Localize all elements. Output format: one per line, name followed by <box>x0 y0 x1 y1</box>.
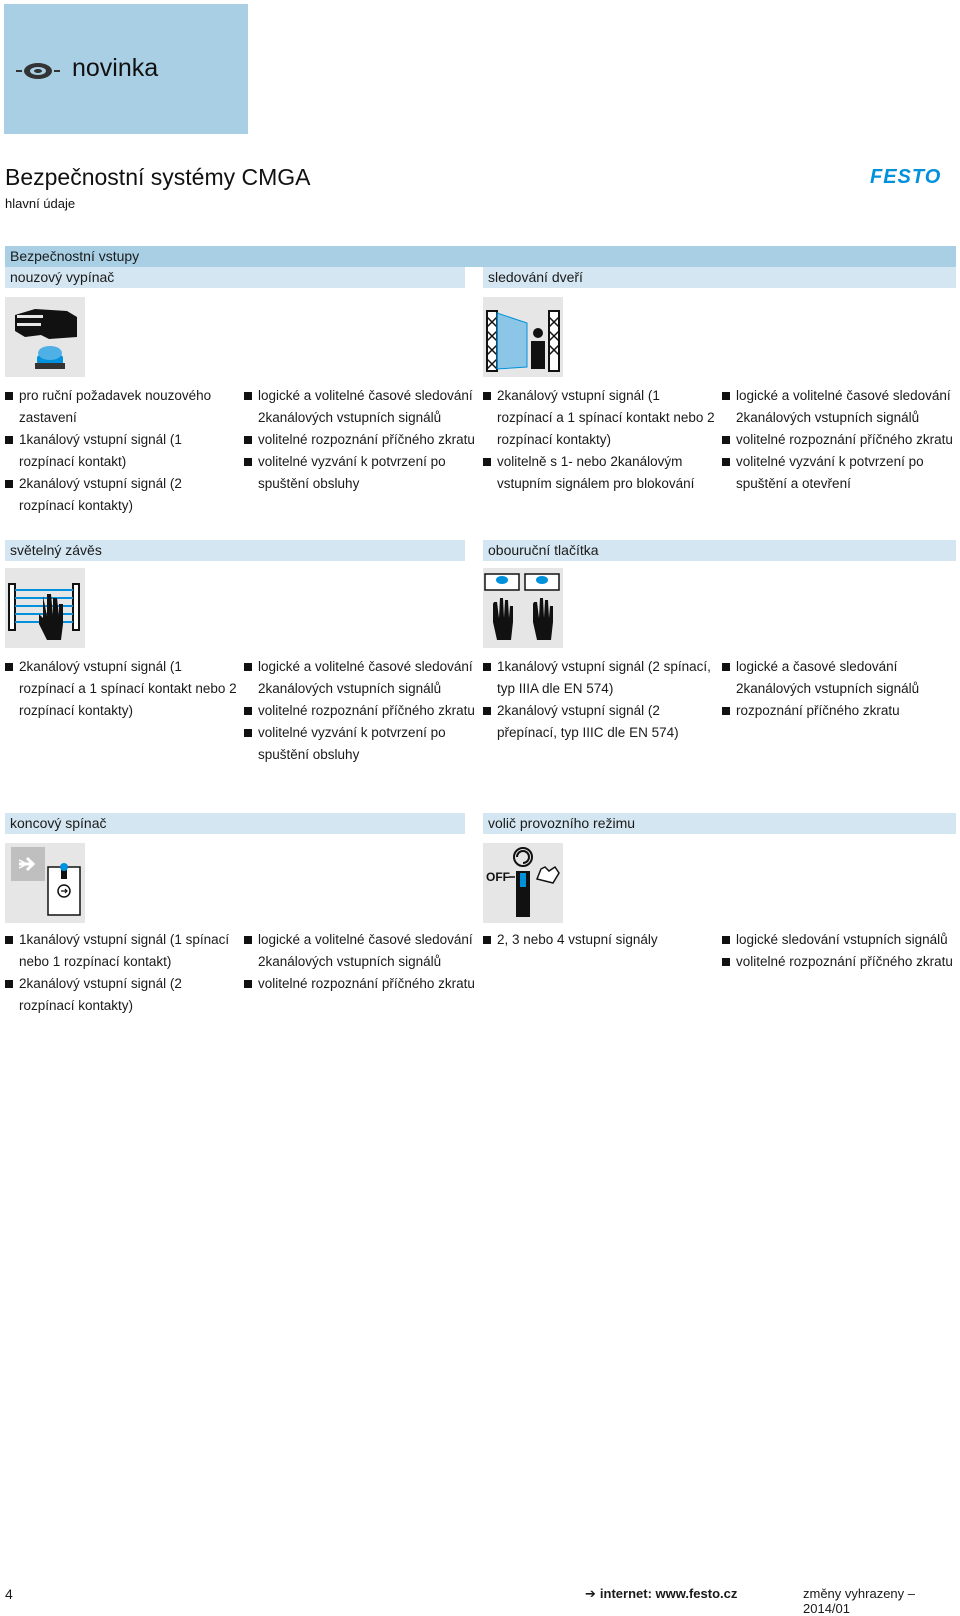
block-two-hand-control-col1 <box>483 656 718 744</box>
block-emergency-stop-col1 <box>5 385 240 517</box>
block-mode-selector-col1 <box>483 929 718 951</box>
mode-selector-icon <box>483 843 563 923</box>
footer-changes: změny vyhrazeny – 2014/01 <box>803 1586 915 1616</box>
block-door-monitoring-col2 <box>722 385 957 495</box>
festo-logo: FESTO <box>870 166 942 188</box>
block-light-curtain-col1 <box>5 656 240 722</box>
list-item: 1kanálový vstupní signál (1 spínací nebo 1 rozpínací kontakt) <box>5 929 240 973</box>
list-item: logické sledování vstupních signálů <box>722 929 957 951</box>
list-item: volitelně s 1- nebo 2kanálovým vstupním signálem pro blokování <box>483 451 718 495</box>
novinka-icon <box>16 60 60 82</box>
novinka-label: novinka <box>72 54 159 82</box>
list-item: 2kanálový vstupní signál (1 rozpínací a 1 spínací kontakt nebo 2 rozpínací kontakty) <box>5 656 240 722</box>
novinka-badge <box>4 4 248 134</box>
list-item: volitelné rozpoznání příčného zkratu <box>244 429 479 451</box>
list-item: volitelné rozpoznání příčného zkratu <box>244 700 479 722</box>
list-item: logické a volitelné časové sledování 2kanálových vstupních signálů <box>244 929 479 973</box>
list-item: rozpoznání příčného zkratu <box>722 700 957 722</box>
door-monitoring-icon <box>483 297 563 377</box>
list-item: logické a volitelné časové sledování 2kanálových vstupních signálů <box>244 385 479 429</box>
footer-link-text[interactable]: internet: www.festo.cz <box>599 1586 738 1601</box>
list-item: logické a časové sledování 2kanálových vstupních signálů <box>722 656 957 700</box>
two-hand-control-icon <box>483 568 563 648</box>
section-title: Bezpečnostní vstupy <box>5 246 956 267</box>
block-limit-switch-col1 <box>5 929 240 1017</box>
emergency-stop-icon <box>5 297 85 377</box>
svg-text:OFF: OFF <box>486 870 510 884</box>
list-item: volitelné vyzvání k potvrzení po spuštění obsluhy <box>244 722 479 766</box>
block-label-two-hand-control: obouruční tlačítka <box>483 540 956 561</box>
list-item: pro ruční požadavek nouzového zastavení <box>5 385 240 429</box>
block-label-door-monitoring: sledování dveří <box>483 267 956 288</box>
block-label-limit-switch: koncový spínač <box>5 813 465 834</box>
page-number: 4 <box>5 1586 13 1602</box>
block-light-curtain-col2 <box>244 656 479 766</box>
block-label-emergency-stop: nouzový vypínač <box>5 267 465 288</box>
list-item: 1kanálový vstupní signál (2 spínací, typ IIIA dle EN 574) <box>483 656 718 700</box>
list-item: volitelné rozpoznání příčného zkratu <box>722 429 957 451</box>
list-item: 2kanálový vstupní signál (2 rozpínací kontakty) <box>5 973 240 1017</box>
arrow-right-icon: ➔ <box>585 1586 596 1601</box>
light-curtain-icon <box>5 568 85 648</box>
list-item: logické a volitelné časové sledování 2kanálových vstupních signálů <box>244 656 479 700</box>
list-item: volitelné rozpoznání příčného zkratu <box>244 973 479 995</box>
page-subtitle: hlavní údaje <box>5 196 76 211</box>
block-label-light-curtain: světelný závěs <box>5 540 465 561</box>
list-item: 2kanálový vstupní signál (2 rozpínací kontakty) <box>5 473 240 517</box>
block-door-monitoring-col1 <box>483 385 718 495</box>
list-item: 2, 3 nebo 4 vstupní signály <box>483 929 718 951</box>
list-item: volitelné rozpoznání příčného zkratu <box>722 951 957 973</box>
page-title: Bezpečnostní systémy CMGA <box>5 164 311 190</box>
list-item: 2kanálový vstupní signál (2 přepínací, typ IIIC dle EN 574) <box>483 700 718 744</box>
block-mode-selector-col2 <box>722 929 957 973</box>
block-label-mode-selector: volič provozního režimu <box>483 813 956 834</box>
list-item: 1kanálový vstupní signál (1 rozpínací kontakt) <box>5 429 240 473</box>
limit-switch-icon <box>5 843 85 923</box>
list-item: volitelné vyzvání k potvrzení po spuštění a otevření <box>722 451 957 495</box>
block-two-hand-control-col2 <box>722 656 957 722</box>
list-item: 2kanálový vstupní signál (1 rozpínací a 1 spínací kontakt nebo 2 rozpínací kontakty) <box>483 385 718 451</box>
block-limit-switch-col2 <box>244 929 479 995</box>
block-emergency-stop-col2 <box>244 385 479 495</box>
list-item: logické a volitelné časové sledování 2kanálových vstupních signálů <box>722 385 957 429</box>
list-item: volitelné vyzvání k potvrzení po spuštění obsluhy <box>244 451 479 495</box>
